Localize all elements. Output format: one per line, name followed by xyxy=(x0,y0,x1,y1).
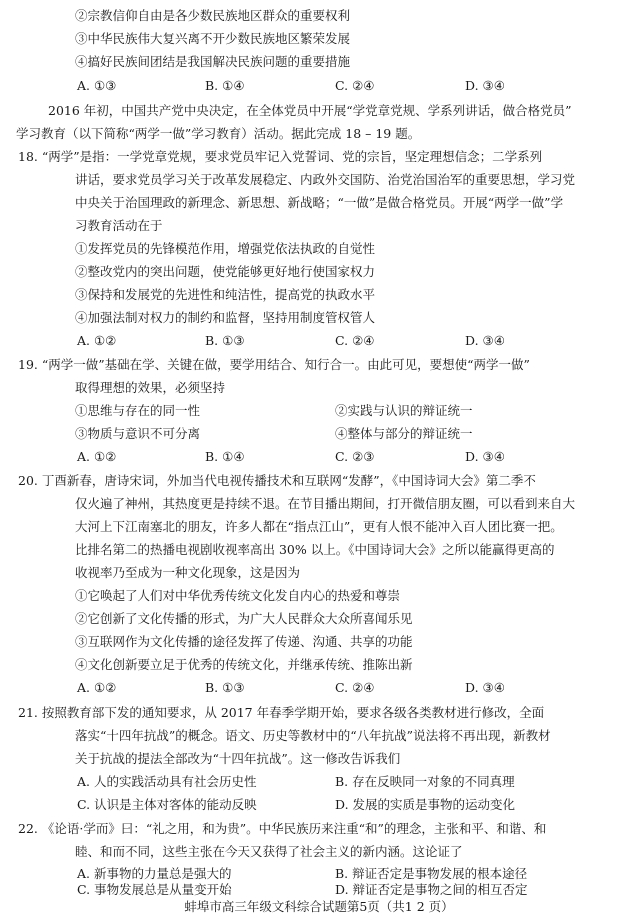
q22-stem-1: 22. 《论语·学而》曰：“礼之用，和为贵”。中华民族历来注重“和”的理念，主张和平、和谐、和 xyxy=(18,821,547,836)
q20-item-4: ④文化创新要立足于优秀的传统文化，并继承传统、推陈出新 xyxy=(75,657,413,672)
q19-option-a: A. ①② xyxy=(77,449,117,464)
q22-stem-2: 睦、和而不同，这些主张在今天又获得了社会主义的新内涵。这论证了 xyxy=(75,844,463,859)
q21-stem-2: 落实“十四年抗战”的概念。语文、历史等教材中的“八年抗战”说法将不再出现，新教材 xyxy=(75,728,551,743)
q18-item-3: ③保持和发展党的先进性和纯洁性，提高党的执政水平 xyxy=(75,287,376,302)
q19-option-d: D. ③④ xyxy=(465,449,505,464)
top-item-2: ②宗教信仰自由是各少数民族地区群众的重要权利 xyxy=(75,8,351,23)
q22-option-d: D. 辩证否定是事物之间的相互否定 xyxy=(335,882,528,897)
intro-line-1: 2016 年初，中国共产党中央决定，在全体党员中开展“学党章党规、学系列讲话，做合格党员” xyxy=(48,103,572,118)
q20-stem-5: 收视率乃至成为一种文化现象，这是因为 xyxy=(75,565,301,580)
q19-item-2: ②实践与认识的辩证统一 xyxy=(335,403,473,418)
q18-item-2: ②整改党内的突出问题，使党能够更好地行使国家权力 xyxy=(75,264,376,279)
q20-item-1: ①它唤起了人们对中华优秀传统文化发自内心的热爱和尊崇 xyxy=(75,588,401,603)
q21-option-d: D. 发展的实质是事物的运动变化 xyxy=(335,797,516,812)
q20-stem-3: 大河上下江南塞北的朋友，许多人都在“指点江山”，更有人恨不能冲入百人团比赛一把。 xyxy=(75,519,563,534)
top-option-d: D. ③④ xyxy=(465,78,505,93)
q20-item-2: ②它创新了文化传播的形式，为广大人民群众大众所喜闻乐见 xyxy=(75,611,413,626)
q22-option-a: A. 新事物的力量总是强大的 xyxy=(77,866,232,881)
q19-stem-2: 取得理想的效果，必须坚持 xyxy=(75,380,226,395)
q18-stem-4: 习教育活动在于 xyxy=(75,218,163,233)
q20-stem-1: 20. 丁酉新春，唐诗宋词，外加当代电视传播技术和互联网“发酵”，《中国诗词大会》第二季不 xyxy=(18,473,536,488)
q20-option-b: B. ①③ xyxy=(205,680,245,695)
q21-stem-3: 关于抗战的提法全部改为“十四年抗战”。这一修改告诉我们 xyxy=(75,751,401,766)
q18-item-1: ①发挥党员的先锋模范作用，增强党依法执政的自觉性 xyxy=(75,241,376,256)
q19-item-1: ①思维与存在的同一性 xyxy=(75,403,201,418)
q18-option-d: D. ③④ xyxy=(465,333,505,348)
q18-stem-3: 中央关于治国理政的新理念、新思想、新战略；“一做”是做合格党员。开展“两学一做”学 xyxy=(75,195,564,210)
q20-stem-2: 仅火遍了神州，其热度更是持续不退。在节目播出期间，打开微信朋友圈，可以看到来自大 xyxy=(75,496,576,511)
q19-option-b: B. ①④ xyxy=(205,449,245,464)
q18-option-a: A. ①② xyxy=(77,333,117,348)
top-option-b: B. ①④ xyxy=(205,78,245,93)
q19-item-4: ④整体与部分的辩证统一 xyxy=(335,426,473,441)
q21-option-c: C. 认识是主体对客体的能动反映 xyxy=(77,797,257,812)
q19-stem-1: 19. “两学一做”基础在学、关键在做，要学用结合、知行合一。由此可见，要想使“两学一做” xyxy=(18,357,530,372)
q21-stem-1: 21. 按照教育部下发的通知要求，从 2017 年春季学期开始，要求各级各类教材进行修改，全面 xyxy=(18,705,545,720)
q22-option-c: C. 事物发展总是从量变开始 xyxy=(77,882,232,897)
top-option-c: C. ②④ xyxy=(335,78,375,93)
q20-item-3: ③互联网作为文化传播的途径发挥了传递、沟通、共享的功能 xyxy=(75,634,413,649)
q21-option-a: A. 人的实践活动具有社会历史性 xyxy=(77,774,257,789)
q18-item-4: ④加强法制对权力的制约和监督，坚持用制度管权管人 xyxy=(75,310,376,325)
q20-option-c: C. ②④ xyxy=(335,680,375,695)
q20-stem-4: 比排名第二的热播电视剧收视率高出 30% 以上。《中国诗词大会》之所以能赢得更高的 xyxy=(75,542,555,557)
page-footer: 蚌埠市高三年级文科综合试题第5页（共1 2 页） xyxy=(184,899,454,914)
q18-option-c: C. ②④ xyxy=(335,333,375,348)
q18-stem-2: 讲话，要求党员学习关于改革发展稳定、内政外交国防、治党治国治军的重要思想，学习党 xyxy=(75,172,576,187)
q18-stem-1: 18. “两学”是指：一学党章党规，要求党员牢记入党誓词、党的宗旨，坚定理想信念；二学系列 xyxy=(18,149,543,164)
top-option-a: A. ①③ xyxy=(77,78,117,93)
q21-option-b: B. 存在反映同一对象的不同真理 xyxy=(335,774,515,789)
q20-option-a: A. ①② xyxy=(77,680,117,695)
top-item-3: ③中华民族伟大复兴离不开少数民族地区繁荣发展 xyxy=(75,31,351,46)
q22-option-b: B. 辩证否定是事物发展的根本途径 xyxy=(335,866,528,881)
q19-option-c: C. ②③ xyxy=(335,449,375,464)
q18-option-b: B. ①③ xyxy=(205,333,245,348)
intro-line-2: 学习教育（以下简称“两学一做”学习教育）活动。据此完成 18 – 19 题。 xyxy=(16,126,421,141)
q20-option-d: D. ③④ xyxy=(465,680,505,695)
top-item-4: ④搞好民族间团结是我国解决民族问题的重要措施 xyxy=(75,54,351,69)
q19-item-3: ③物质与意识不可分离 xyxy=(75,426,201,441)
